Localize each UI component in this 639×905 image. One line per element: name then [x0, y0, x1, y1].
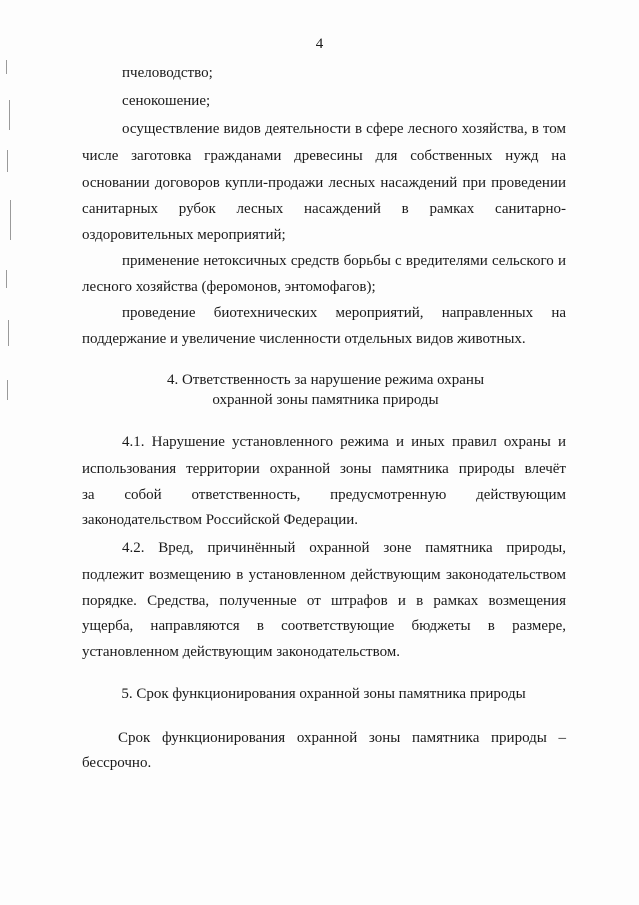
- list-item-forestry-line-5: оздоровительных мероприятий;: [82, 227, 286, 243]
- list-item-beekeeping: пчеловодство;: [122, 65, 213, 81]
- paragraph-5-line-1: Срок функционирования охранной зоны памятника природы –: [118, 730, 566, 746]
- list-item-forestry-line-4: санитарных рубок лесных насаждений в рамках санитарно-: [82, 201, 566, 217]
- paragraph-4-1-line-1: 4.1. Нарушение установленного режима и иных правил охраны и: [122, 434, 566, 450]
- list-item-biotech-line-2: поддержание и увеличение численности отдельных видов животных.: [82, 331, 526, 347]
- paragraph-4-2-line-4: ущерба, направляются в соответствующие бюджеты в размере,: [82, 618, 566, 634]
- paragraph-4-2-line-5: установленном действующим законодательством.: [82, 644, 401, 660]
- paragraph-4-2-line-1: 4.2. Вред, причинённый охранной зоне памятника природы,: [122, 540, 566, 556]
- section-4-heading-line-2: охранной зоны памятника природы: [212, 392, 439, 408]
- section-4-heading-line-1: 4. Ответственность за нарушение режима охраны: [166, 372, 485, 388]
- paragraph-4-1-line-4: законодательством Российской Федерации.: [82, 512, 359, 528]
- list-item-nontoxic-line-2: лесного хозяйства (феромонов, энтомофагов);: [82, 279, 376, 295]
- list-item-biotech-line-1: проведение биотехнических мероприятий, направленных на: [122, 305, 566, 321]
- list-item-forestry-line-2: числе заготовка гражданами древесины для собственных нужд на: [82, 148, 566, 164]
- list-item-forestry-line-3: основании договоров купли-продажи лесных насаждений при проведении: [82, 175, 566, 191]
- list-item-forestry-line-1: осуществление видов деятельности в сфере лесного хозяйства, в том: [122, 121, 566, 137]
- page-number: 4: [315, 36, 324, 52]
- paragraph-4-2-line-2: подлежит возмещению в установленном действующим законодательством: [82, 567, 566, 583]
- scan-edge-marks: [4, 60, 14, 420]
- paragraph-4-1-line-3: за собой ответственность, предусмотренную действующим: [82, 487, 566, 503]
- paragraph-5-line-2: бессрочно.: [82, 755, 152, 771]
- list-item-haymaking: сенокошение;: [122, 93, 211, 109]
- paragraph-4-1-line-2: использования территории охранной зоны памятника природы влечёт: [82, 461, 566, 477]
- list-item-nontoxic-line-1: применение нетоксичных средств борьбы с вредителями сельского и: [122, 253, 566, 269]
- paragraph-4-2-line-3: порядке. Средства, полученные от штрафов и в рамках возмещения: [82, 593, 566, 609]
- section-5-heading: 5. Срок функционирования охранной зоны памятника природы: [121, 686, 526, 702]
